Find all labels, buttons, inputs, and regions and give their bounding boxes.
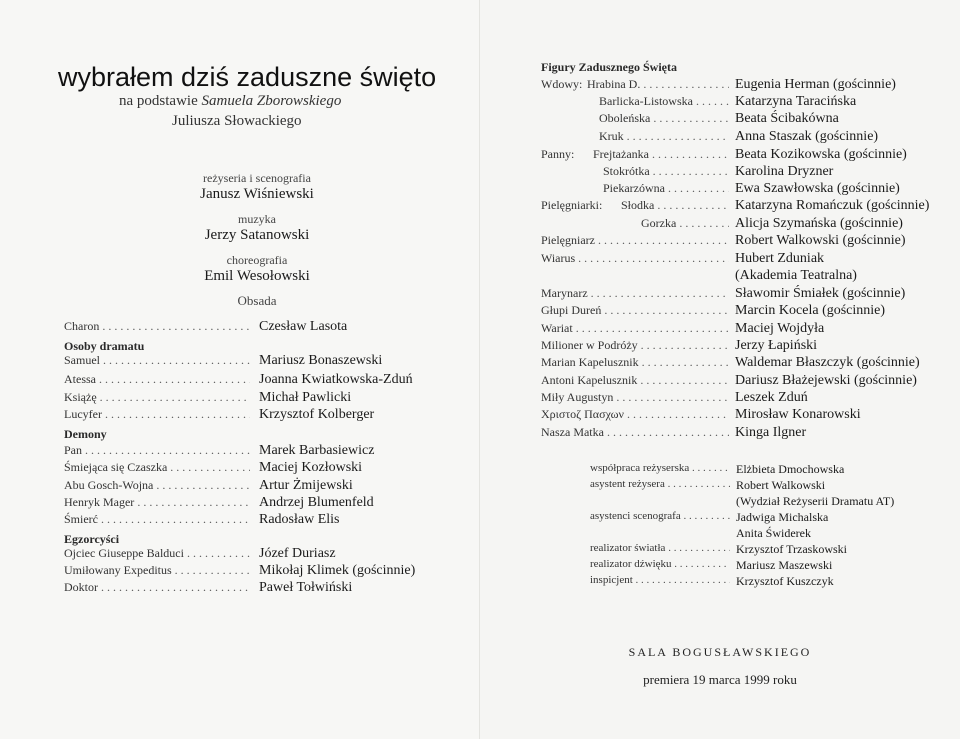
credit-label: muzyka bbox=[238, 212, 276, 226]
subtitle-author: Samuela Zborowskiego bbox=[201, 93, 342, 109]
actor-name: Robert Walkowski (gościnnie) bbox=[735, 233, 906, 248]
role-name: Wariat . . . bbox=[541, 321, 729, 336]
actor-name: Alicja Szymańska (gościnnie) bbox=[735, 216, 903, 231]
collab-name: Mariusz Maszewski bbox=[736, 558, 833, 572]
credit-music bbox=[166, 212, 348, 244]
collab-name: (Wydział Reżyserii Dramatu AT) bbox=[736, 494, 895, 508]
actor-name: Katarzyna Romańczuk (gościnnie) bbox=[735, 198, 930, 213]
role-name: Pielęgniarz . . . bbox=[541, 233, 729, 248]
role-name: Gorzka . . . bbox=[641, 216, 729, 231]
actor-name: Sławomir Śmiałek (gościnnie) bbox=[735, 286, 906, 301]
collab-name: Krzysztof Trzaskowski bbox=[736, 542, 847, 556]
premiere-date: premiera 19 marca 1999 roku bbox=[643, 672, 797, 687]
group-label: Wdowy: bbox=[541, 77, 583, 91]
role-name: Śmierć . . . bbox=[64, 512, 250, 527]
actor-name: Józef Duriasz bbox=[259, 546, 336, 561]
role-name: Frejtażanka . . . bbox=[593, 147, 729, 162]
actor-name: Krzysztof Kolberger bbox=[259, 407, 375, 422]
role-name: Marynarz . . . bbox=[541, 286, 729, 301]
figures-heading: Figury Zadusznego Święta bbox=[541, 60, 678, 74]
role-name: Barlicka-Listowska . . . bbox=[599, 94, 729, 109]
credit-label: reżyseria i scenografia bbox=[203, 171, 311, 185]
actor-name: Kinga Ilgner bbox=[735, 425, 807, 440]
play-title: wybrałem dziś zaduszne święto bbox=[58, 62, 437, 92]
role-name: Piekarzówna . . . bbox=[603, 181, 729, 196]
actor-name: Waldemar Błaszczyk (gościnnie) bbox=[735, 355, 920, 370]
actor-name: Artur Żmijewski bbox=[259, 478, 353, 493]
role-name: Głupi Dureń . . . bbox=[541, 303, 729, 318]
role-name: Stokrótka . . . bbox=[603, 164, 729, 179]
actor-name: Mirosław Konarowski bbox=[735, 407, 861, 422]
role-name: Abu Gosch-Wojna . . . bbox=[64, 478, 250, 493]
group-label: Panny: bbox=[541, 147, 575, 161]
role-name: Hrabina D. . . . bbox=[587, 77, 729, 92]
actor-name: Hubert Zduniak bbox=[735, 251, 825, 266]
collab-name: Elżbieta Dmochowska bbox=[736, 462, 845, 476]
role-name: Nasza Matka . . . bbox=[541, 425, 729, 440]
credit-director bbox=[166, 171, 348, 203]
section-heading: Osoby dramatu bbox=[64, 339, 145, 353]
actor-name: Dariusz Błażejewski (gościnnie) bbox=[735, 373, 917, 388]
role-name: Umiłowany Expeditus . . . bbox=[64, 563, 250, 578]
role-name: Samuel . . . bbox=[64, 353, 250, 368]
role-name: Książę . . . bbox=[64, 390, 250, 405]
subtitle-line-2: Juliusza Słowackiego bbox=[172, 113, 302, 129]
page-fold bbox=[479, 0, 480, 739]
actor-name: Radosław Elis bbox=[259, 512, 340, 527]
credit-label: choreografia bbox=[226, 253, 288, 267]
credit-choreography bbox=[166, 253, 348, 285]
actor-name: Paweł Tołwiński bbox=[259, 580, 353, 595]
collab-role: inspicjent . . . bbox=[590, 574, 730, 586]
credit-name: Jerzy Satanowski bbox=[204, 227, 310, 243]
actor-name: Ewa Szawłowska (gościnnie) bbox=[735, 181, 900, 196]
collab-role: realizator światła . . . bbox=[590, 542, 730, 554]
actor-name: Maciej Wojdyła bbox=[735, 321, 825, 336]
actor-name: Marcin Kocela (gościnnie) bbox=[735, 303, 886, 318]
section-heading: Egzorcyści bbox=[64, 532, 120, 546]
role-name: Pan . . . bbox=[64, 443, 250, 458]
actor-name: Joanna Kwiatkowska-Zduń bbox=[259, 372, 413, 387]
role-name: Milioner w Podróży . . . bbox=[541, 338, 729, 353]
credit-name: Emil Wesołowski bbox=[204, 268, 310, 284]
collab-role: asystent reżysera . . . bbox=[590, 478, 730, 490]
actor-name: Andrzej Blumenfeld bbox=[259, 495, 374, 510]
role-name: Henryk Mager . . . bbox=[64, 495, 250, 510]
subtitle-prefix: na podstawie bbox=[119, 93, 198, 109]
actor-name: Leszek Zduń bbox=[735, 390, 808, 405]
collab-name: Robert Walkowski bbox=[736, 478, 826, 492]
role-name: Marian Kapelusznik . . . bbox=[541, 355, 729, 370]
collab-name: Krzysztof Kuszczyk bbox=[736, 574, 834, 588]
venue-name: SALA BOGUSŁAWSKIEGO bbox=[628, 645, 812, 659]
actor-name: Beata Ścibakówna bbox=[735, 111, 839, 126]
group-label: Pielęgniarki: bbox=[541, 198, 603, 212]
actor-name: Mariusz Bonaszewski bbox=[259, 353, 383, 368]
section-heading: Demony bbox=[64, 427, 107, 441]
role-name: Miły Augustyn . . . bbox=[541, 390, 729, 405]
actor-name: Jerzy Łapiński bbox=[735, 338, 818, 353]
role-name: Śmiejąca się Czaszka . . . bbox=[64, 460, 250, 475]
role-name: Charon . . . bbox=[64, 319, 250, 334]
actor-name: Eugenia Herman (gościnnie) bbox=[735, 77, 896, 92]
role-name: Kruk . . . bbox=[599, 129, 729, 144]
collab-name: Anita Świderek bbox=[736, 526, 811, 540]
actor-name: Maciej Kozłowski bbox=[259, 460, 363, 475]
role-name: Doktor . . . bbox=[64, 580, 250, 595]
collab-role: realizator dźwięku . . . bbox=[590, 558, 730, 570]
actor-name: Beata Kozikowska (gościnnie) bbox=[735, 147, 907, 162]
actor-name: Marek Barbasiewicz bbox=[259, 443, 375, 458]
role-name: Ojciec Giuseppe Balduci . . . bbox=[64, 546, 250, 561]
credit-name: Janusz Wiśniewski bbox=[200, 186, 314, 202]
actor-name: Mikołaj Klimek (gościnnie) bbox=[259, 563, 416, 578]
role-name: Wiarus . . . bbox=[541, 251, 729, 266]
actor-name: Czesław Lasota bbox=[259, 319, 348, 334]
role-name: Oboleńska . . . bbox=[599, 111, 729, 126]
role-name: Antoni Kapelusznik . . . bbox=[541, 373, 729, 388]
cast-heading: Obsada bbox=[237, 293, 277, 308]
actor-name: Anna Staszak (gościnnie) bbox=[735, 129, 879, 144]
subtitle-line-1 bbox=[119, 93, 341, 110]
role-name: Atessa . . . bbox=[64, 372, 250, 387]
collab-role: asystenci scenografa . . . bbox=[590, 510, 730, 522]
collab-name: Jadwiga Michalska bbox=[736, 510, 829, 524]
collab-role: współpraca reżyserska . . . bbox=[590, 462, 730, 474]
actor-name: (Akademia Teatralna) bbox=[735, 268, 857, 283]
actor-name: Karolina Dryzner bbox=[735, 164, 834, 179]
actor-name: Michał Pawlicki bbox=[259, 390, 352, 405]
role-name: Χριστοζ Πασχων . . . bbox=[541, 407, 729, 422]
role-name: Słodka . . . bbox=[621, 198, 729, 213]
actor-name: Katarzyna Taracińska bbox=[735, 94, 857, 109]
role-name: Lucyfer . . . bbox=[64, 407, 250, 422]
